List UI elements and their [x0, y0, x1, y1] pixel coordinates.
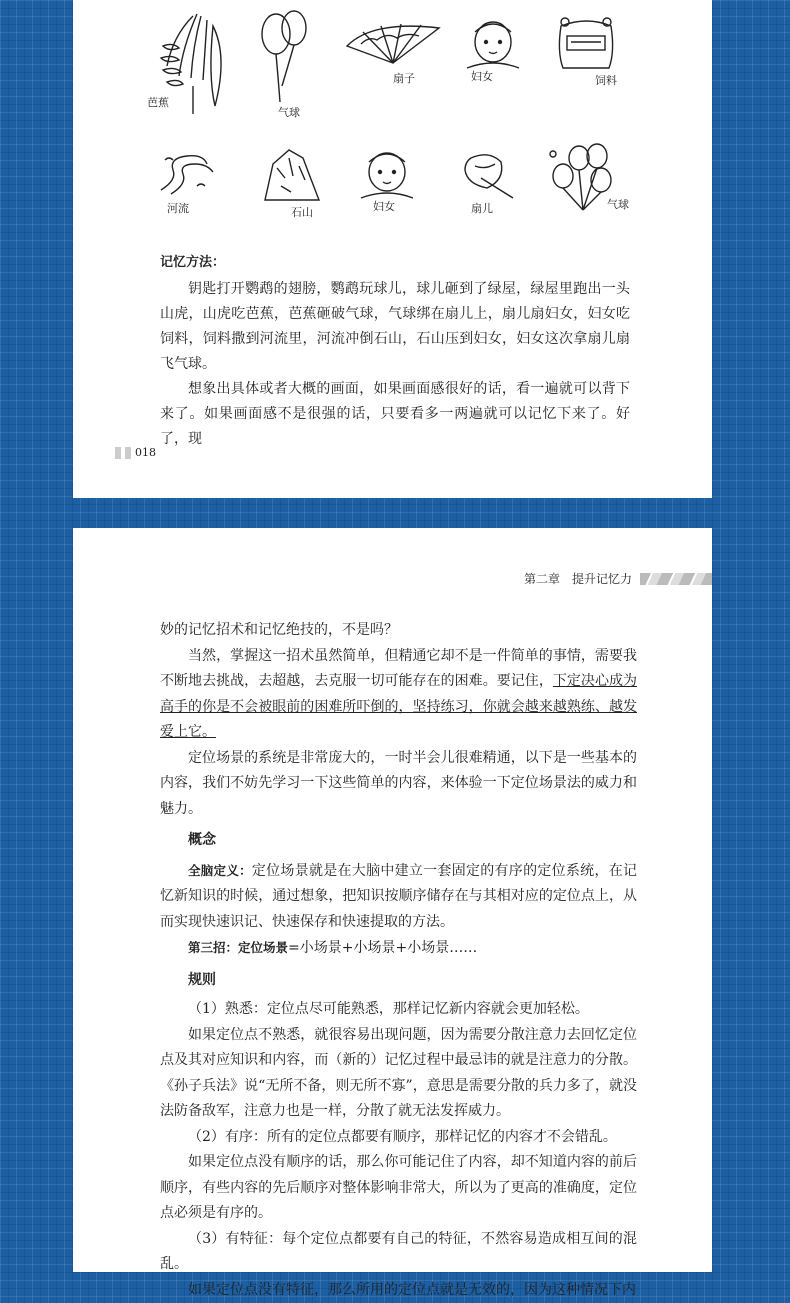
rule-3-detail: 如果定位点没有特征，那么所用的定位点就是无效的，因为这种情况下内 — [160, 1278, 637, 1303]
page2-body — [160, 618, 637, 1303]
memory-method-story: 钥匙打开鹦鹉的翅膀，鹦鹉玩球儿，球儿砸到了绿屋，绿屋里跑出一头山虎，山虎吃芭蕉，芭蕉砸破气球，气球绑在扇儿上，扇儿扇妇女，妇女吃饲料，饲料撒到河流里，河流冲倒石山，石山压到妇女，妇女这次拿扇儿扇飞气球。 — [160, 277, 630, 377]
memory-method-section — [160, 250, 630, 452]
fan-sketch-icon — [343, 18, 443, 68]
concept-heading: 概念 — [188, 828, 637, 854]
woman-sketch-icon-2 — [355, 146, 419, 200]
rule-2-detail: 如果定位点没有顺序的话，那么你可能记住了内容，却不知道内容的前后顺序，有些内容的先后顺序对整体影响非常大，所以为了更高的准确度，定位点必须是有序的。 — [160, 1150, 637, 1227]
encouragement-paragraph: 当然，掌握这一招术虽然简单，但精通它却不是一件简单的事情，需要我不断地去挑战，去超越，去克服一切可能存在的困难。要记住，下定决心成为高手的你是不会被眼前的困难所吓倒的，坚持练习，你就会越来越熟练、越发爱上它。 — [160, 644, 637, 746]
balloon-sketch-icon — [256, 6, 316, 106]
running-head — [524, 570, 712, 587]
memory-method-advice: 想象出具体或者大概的画面，如果画面感很好的话，看一遍就可以背下来了。如果画面感不是很强的话，只要看多一两遍就可以记忆下来了。好了，现 — [160, 377, 630, 452]
system-intro-paragraph: 定位场景的系统是非常庞大的，一时半会儿很难精通，以下是一些基本的内容，我们不妨先学习一下这些简单的内容，来体验一下定位场景法的威力和魅力。 — [160, 746, 637, 823]
page-number-text: 018 — [135, 446, 156, 459]
caption-woman-2: 妇女 — [373, 198, 395, 214]
rule-1: （1）熟悉：定位点尽可能熟悉，那样记忆新内容就会更加轻松。 — [160, 997, 637, 1023]
caption-balloons: 气球 — [607, 196, 629, 212]
page-number — [115, 446, 156, 459]
memory-method-heading: 记忆方法： — [160, 250, 630, 275]
caption-balloon: 气球 — [278, 104, 300, 120]
underlined-sentence: 下定决心成为高手的你是不会被眼前的困难所吓倒的，坚持练习，你就会越来越熟练、越发爱上它。 — [160, 673, 637, 740]
rule-3: （3）有特征：每个定位点都要有自己的特征，不然容易造成相互间的混乱。 — [160, 1227, 637, 1278]
definition-paragraph: 全脑定义：定位场景就是在大脑中建立一套固定的有序的定位系统，在记忆新知识的时候，通过想象，把知识按顺序储存在与其相对应的定位点上，从而实现快速识记、快速保存和快速提取的方法。 — [160, 858, 637, 936]
river-sketch-icon — [157, 150, 217, 200]
continued-paragraph: 妙的记忆招术和记忆绝技的，不是吗？ — [160, 618, 637, 644]
third-move-label: 第三招：定位场景 — [188, 940, 288, 955]
hand-fan-sketch-icon — [461, 150, 517, 200]
caption-hand-fan: 扇儿 — [471, 200, 493, 216]
caption-fan: 扇子 — [393, 70, 415, 86]
rule-2: （2）有序：所有的定位点都要有顺序，那样记忆的内容才不会错乱。 — [160, 1125, 637, 1151]
running-head-stripe — [640, 573, 712, 585]
woman-sketch-icon — [461, 14, 525, 70]
caption-rock-hill: 石山 — [291, 204, 313, 220]
rules-heading: 规则 — [188, 968, 637, 994]
caption-woman: 妇女 — [471, 68, 493, 84]
definition-label: 全脑定义： — [188, 863, 252, 878]
caption-river: 河流 — [167, 200, 189, 216]
feed-bag-sketch-icon — [551, 12, 621, 72]
caption-feed: 饲料 — [595, 72, 617, 88]
book-page-019 — [73, 528, 712, 1272]
rule-1-detail: 如果定位点不熟悉，就很容易出现问题，因为需要分散注意力去回忆定位点及其对应知识和内容，而（新的）记忆过程中最忌讳的就是注意力的分散。《孙子兵法》说“无所不备，则无所不寡”，意思是需要分散的兵力多了，就没法防备敌军，注意力也是一样，分散了就无法发挥威力。 — [160, 1023, 637, 1125]
rock-hill-sketch-icon — [259, 144, 323, 204]
third-move-paragraph: 第三招：定位场景=小场景+小场景+小场景…… — [160, 935, 637, 962]
book-page-018 — [73, 0, 712, 498]
caption-banana: 芭蕉 — [147, 94, 169, 110]
chapter-title: 第二章 提升记忆力 — [524, 570, 632, 587]
